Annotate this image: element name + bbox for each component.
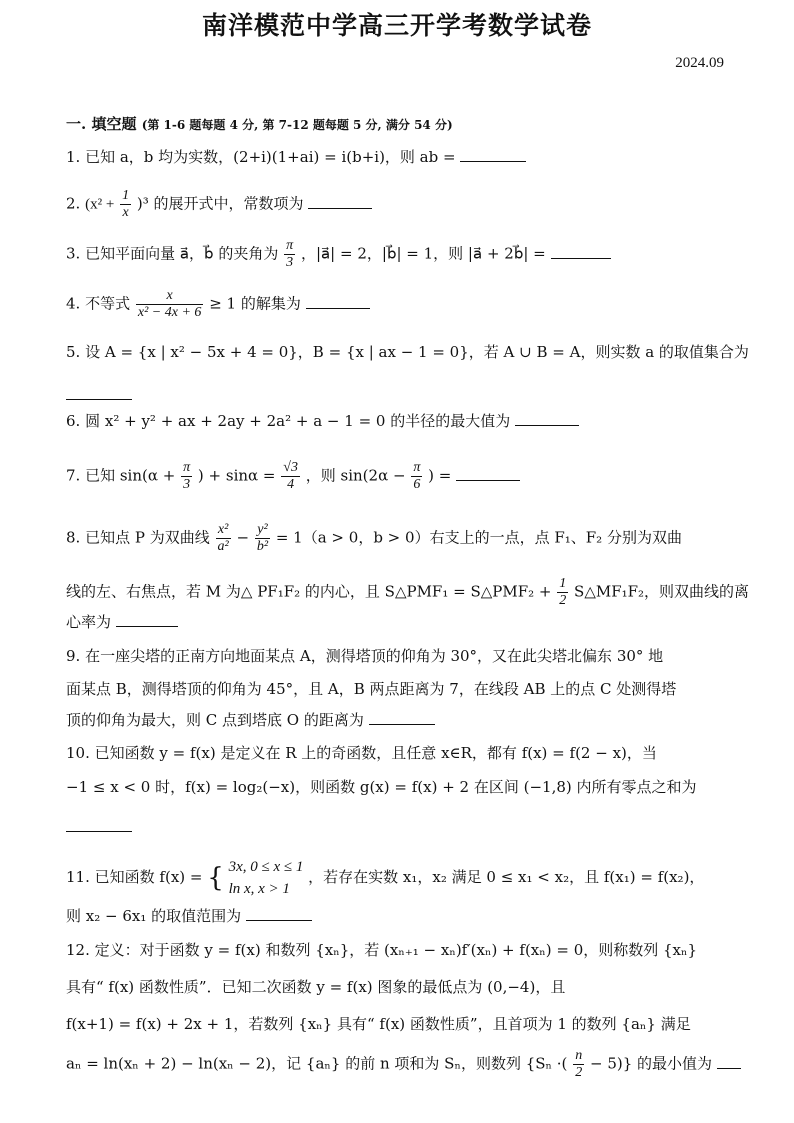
question-10 [66, 742, 657, 763]
question-10-answer [66, 818, 132, 836]
question-12 [66, 939, 697, 960]
question-number: 4. [66, 294, 81, 313]
fraction: $\frac{\text{y²}}{\text{b²}}$ [256, 522, 269, 554]
question-text: (x² + [85, 196, 115, 213]
fraction: $\frac{x}{\text{x² − 4x + 6}}$ [137, 288, 202, 320]
question-text: 顶的仰角为最大，则 C 点到塔底 O 的距离为 [66, 711, 364, 729]
question-8-line-3 [66, 611, 178, 632]
answer-blank[interactable] [369, 723, 435, 725]
question-text: 圆 x² + y² + ax + 2ay + 2a² + a − 1 = 0 的半径的最大值为 [85, 412, 511, 430]
question-text: 心率为 [66, 613, 112, 631]
question-number: 11. [66, 868, 90, 886]
question-text: 则 x₂ − 6x₁ 的取值范围为 [66, 907, 242, 925]
answer-blank[interactable] [515, 424, 579, 426]
answer-blank[interactable] [246, 919, 312, 921]
question-text: ) = [428, 466, 452, 485]
question-text: ，|a⃗| = 2，|b⃗| = 1，则 |a⃗ + 2b⃗| = [300, 244, 546, 263]
question-7 [66, 460, 726, 493]
question-12-line-2 [66, 976, 565, 997]
fraction: $\frac{1}{2}$ [559, 576, 567, 608]
question-4 [66, 288, 726, 321]
question-text: − [236, 528, 250, 547]
question-number: 10. [66, 744, 90, 762]
question-10-line-2 [66, 776, 697, 797]
answer-blank[interactable] [456, 479, 520, 481]
question-3 [66, 238, 726, 271]
section-title: 一. 填空题 [66, 115, 137, 133]
question-text: 面某点 B，测得塔顶的仰角为 45°，且 A，B 两点距离为 7，在线段 AB 上的点 C 处测得塔 [66, 680, 677, 698]
question-text: 已知点 P 为双曲线 [85, 528, 210, 547]
question-text: )³ 的展开式中，常数项为 [136, 194, 304, 213]
question-text: 具有“ f(x) 函数性质”．已知二次函数 y = f(x) 图象的最低点为 (0,−4)，且 [66, 978, 566, 996]
fraction: $\frac{\pi}{3}$ [286, 238, 294, 270]
question-number: 5. [66, 343, 81, 361]
fraction: $\frac{n}{2}$ [575, 1048, 583, 1080]
question-8 [66, 522, 726, 555]
piecewise-cases: 3x, 0 ≤ x ≤ 1 ln x, x > 1 [228, 859, 304, 897]
question-text: 已知 a，b 均为实数，(2+i)(1+ai) = i(b+i)，则 ab = [85, 148, 456, 166]
question-text: 已知 sin(α + [85, 466, 176, 485]
brace-icon: { [207, 863, 224, 893]
question-9-line-3 [66, 709, 435, 730]
question-2 [66, 188, 726, 221]
question-text: aₙ = ln(xₙ + 2) − ln(xₙ − 2)，记 {aₙ} 的前 n 项和为 Sₙ，则数列 {Sₙ ·( [66, 1054, 568, 1073]
question-text: 已知平面向量 a⃗，b⃗ 的夹角为 [85, 244, 279, 263]
question-11-line-2 [66, 905, 312, 926]
question-text: 定义：对于函数 y = f(x) 和数列 {xₙ}，若 (xₙ₊₁ − xₙ)f′(xₙ) + f(xₙ) = 0，则称数列 {xₙ} [94, 941, 698, 959]
question-11 [66, 856, 704, 900]
question-6 [66, 410, 726, 432]
question-9 [66, 645, 663, 666]
fraction: $\frac{√3}{4}$ [283, 460, 298, 492]
exam-date: 2024.09 [675, 55, 724, 71]
question-text: 线的左、右焦点，若 M 为△ PF₁F₂ 的内心，且 S△PMF₁ = S△PMF₂ + [66, 582, 552, 601]
question-text: ，若存在实数 x₁，x₂ 满足 0 ≤ x₁ < x₂，且 f(x₁) = f(x₂)， [308, 868, 705, 886]
question-1 [66, 146, 726, 168]
answer-blank[interactable] [460, 160, 526, 162]
question-number: 6. [66, 412, 81, 430]
answer-blank[interactable] [116, 625, 178, 627]
question-text: ，则 sin(2α − [305, 466, 406, 485]
question-text: ≥ 1 的解集为 [209, 294, 301, 313]
question-number: 7. [66, 466, 81, 485]
question-12-line-3 [66, 1013, 691, 1034]
answer-blank[interactable] [66, 398, 132, 400]
question-text: 设 A = {x | x² − 5x + 4 = 0}，B = {x | ax − 1 = 0}，若 A ∪ B = A，则实数 a 的取值集合为 [85, 343, 749, 361]
question-text: 不等式 [85, 294, 131, 313]
question-text: 已知函数 y = f(x) 是定义在 R 上的奇函数，且任意 x∈R，都有 f(x) = f(2 − x)，当 [94, 744, 657, 762]
question-number: 9. [66, 647, 81, 665]
question-text: f(x+1) = f(x) + 2x + 1，若数列 {xₙ} 具有“ f(x) 函数性质”，且首项为 1 的数列 {aₙ} 满足 [66, 1015, 691, 1033]
answer-blank[interactable] [308, 207, 372, 209]
question-text: S△MF₁F₂，则双曲线的离 [574, 582, 750, 601]
question-number: 3. [66, 244, 81, 263]
fraction: $\frac{1}{x}$ [122, 188, 130, 220]
answer-blank[interactable] [66, 830, 132, 832]
question-8-line-2 [66, 576, 749, 609]
fraction: $\frac{\pi}{6}$ [413, 460, 421, 492]
question-number: 1. [66, 148, 81, 166]
question-text: 在一座尖塔的正南方向地面某点 A，测得塔顶的仰角为 30°，又在此尖塔北偏东 30° 地 [85, 647, 664, 665]
question-text: 已知函数 f(x) = [94, 868, 203, 886]
fraction: $\frac{\text{x²}}{\text{a²}}$ [217, 522, 229, 554]
question-number: 12. [66, 941, 90, 959]
question-text: − 5)} 的最小值为 [589, 1054, 713, 1073]
question-12-line-4 [66, 1048, 741, 1081]
answer-blank[interactable] [551, 257, 611, 259]
section-heading [66, 113, 453, 134]
question-5-answer [66, 386, 132, 404]
question-9-line-2 [66, 678, 676, 699]
question-number: 8. [66, 528, 81, 547]
question-number: 2. [66, 194, 81, 213]
question-text: ) + sinα = [197, 466, 276, 485]
answer-blank[interactable] [717, 1067, 741, 1069]
question-text: = 1（a > 0，b > 0）右支上的一点，点 F₁、F₂ 分别为双曲 [275, 528, 682, 547]
question-text: −1 ≤ x < 0 时，f(x) = log₂(−x)，则函数 g(x) = f(x) + 2 在区间 (−1,8) 内所有零点之和为 [66, 778, 697, 796]
answer-blank[interactable] [306, 307, 370, 309]
exam-title: 南洋模范中学高三开学考数学试卷 [201, 11, 592, 40]
question-5 [66, 341, 749, 363]
fraction: $\frac{\pi}{3}$ [183, 460, 191, 492]
section-note: (第 1-6 题每题 4 分, 第 7-12 题每题 5 分, 满分 54 分) [141, 118, 453, 132]
